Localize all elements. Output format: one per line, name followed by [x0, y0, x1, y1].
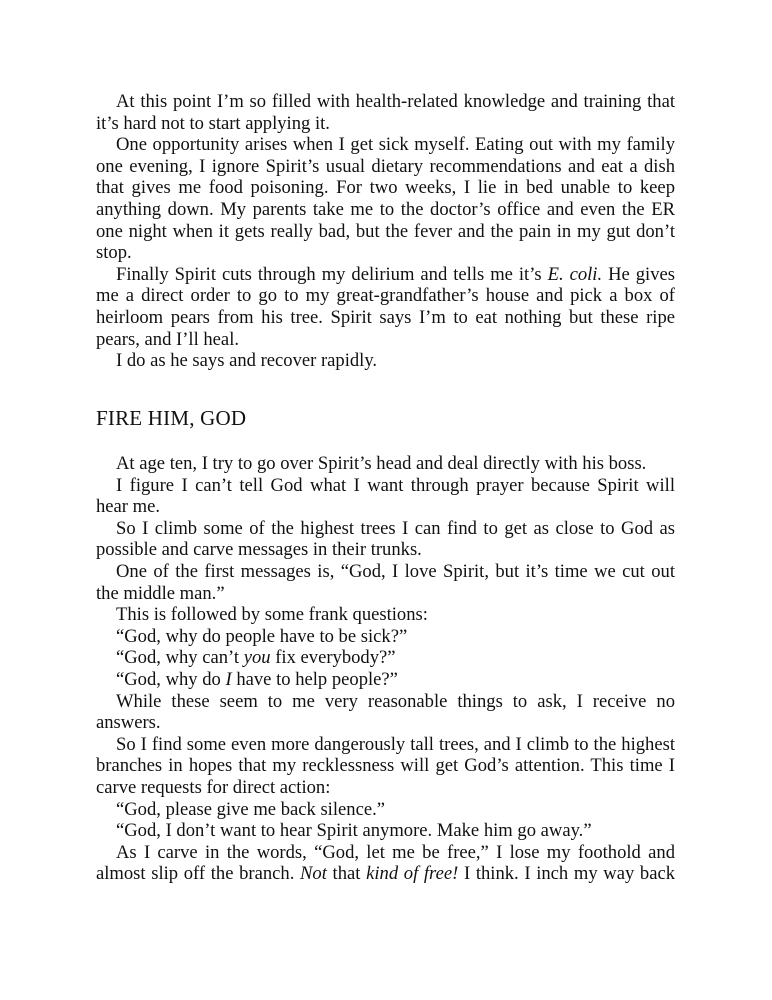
section-heading: FIRE HIM, GOD: [96, 406, 247, 430]
paragraph: [96, 820, 675, 842]
text-run: So I climb some of the highest trees I can find to get as close to God as possible and carve messages in their trunks.: [96, 517, 675, 561]
text-run: While these seem to me very reasonable things to ask, I receive no answers.: [96, 690, 675, 734]
italic-text-run: I: [225, 668, 232, 690]
text-run: I do as he says and recover rapidly.: [116, 350, 378, 372]
text-run: As I carve in the words, “God, let me be free,” I lose my foothold and almost slip off the branch.: [96, 841, 675, 885]
text-run: Finally Spirit cuts through my delirium and tells me it’s: [116, 263, 548, 285]
paragraph: [96, 453, 675, 475]
paragraph: [96, 91, 675, 134]
text-run: have to help people?”: [231, 668, 398, 690]
text-run: “God, why do: [116, 668, 226, 690]
text-run: At age ten, I try to go over Spirit’s head and deal directly with his boss.: [116, 453, 647, 474]
section-body-intro: [96, 91, 675, 372]
section-body-fire-him-god: [96, 453, 675, 885]
text-run: So I find some even more dangerously tall trees, and I climb to the highest branches in hopes that my recklessness will get God’s attention. This time I carve requests for direct action:: [96, 733, 675, 798]
paragraph: [96, 475, 675, 518]
paragraph: [96, 626, 675, 648]
paragraph: [96, 134, 675, 264]
paragraph: [96, 350, 675, 372]
italic-text-run: Not: [300, 863, 327, 885]
text-run: I figure I can’t tell God what I want through prayer because Spirit will hear me.: [96, 474, 675, 518]
paragraph: [96, 561, 675, 604]
text-run: He gives me a direct order to go to my great-grandfather’s house and pick a box of heirloom pears from his tree. Spirit says I’m to eat nothing but these ripe pears, and I’ll heal.: [96, 263, 675, 350]
paragraph: [96, 264, 675, 350]
text-run: “God, why do people have to be sick?”: [116, 625, 408, 647]
text-run: fix everybody?”: [270, 647, 396, 669]
text-run: I think. I inch my way back: [458, 863, 676, 885]
text-run: One of the first messages is, “God, I love Spirit, but it’s time we cut out the middle man.”: [96, 560, 675, 604]
italic-text-run: you: [243, 647, 271, 669]
italic-text-run: E. coli.: [547, 263, 603, 285]
paragraph: [96, 734, 675, 799]
paragraph: [96, 799, 675, 821]
text-run: This is followed by some frank questions:: [116, 604, 428, 626]
paragraph: [96, 669, 675, 691]
paragraph: [96, 691, 675, 734]
paragraph: [96, 604, 675, 626]
text-run: One opportunity arises when I get sick myself. Eating out with my family one evening, I ignore Spirit’s usual dietary recommendations and eat a dish that gives me food poisoning. For two weeks, I lie in bed unable to keep anything down. My parents take me to the doctor’s office and even the ER one night when it gets really bad, but the fever and the pain in my gut don’t stop.: [96, 134, 675, 264]
paragraph: [96, 518, 675, 561]
italic-text-run: kind of free!: [366, 863, 459, 885]
text-run: “God, I don’t want to hear Spirit anymore. Make him go away.”: [116, 820, 592, 842]
text-run: “God, why can’t: [116, 647, 244, 669]
text-run: “God, please give me back silence.”: [116, 798, 385, 820]
paragraph: [96, 647, 675, 669]
paragraph: [96, 842, 675, 885]
text-run: that: [326, 863, 367, 885]
text-run: At this point I’m so filled with health-related knowledge and training that it’s hard not to start applying it.: [96, 91, 675, 134]
